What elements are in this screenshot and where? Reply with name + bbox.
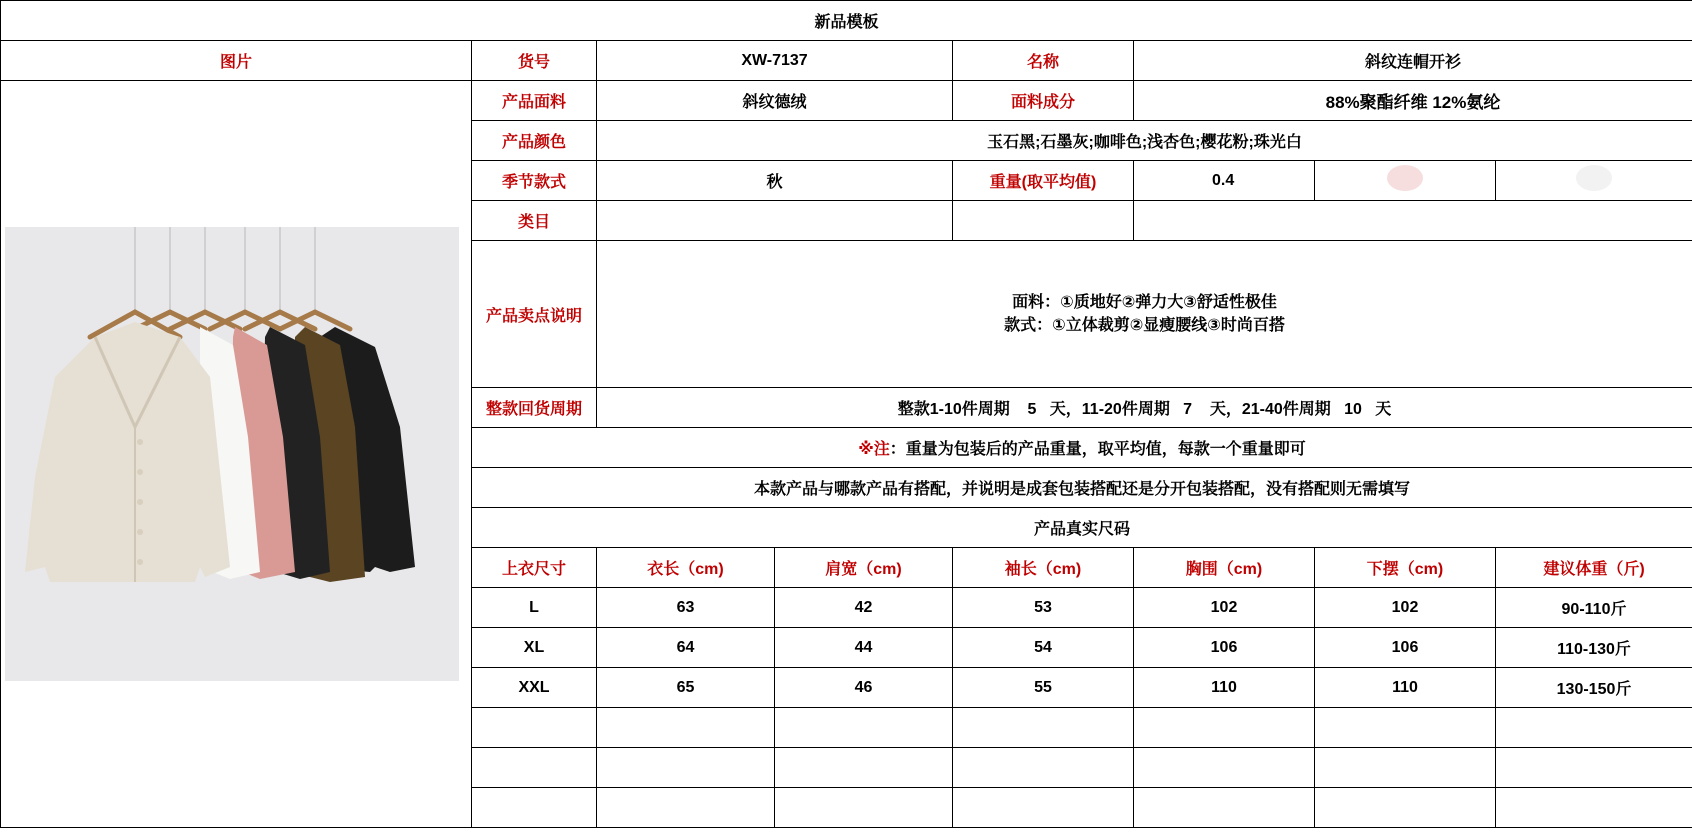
size-header: 上衣尺寸 [472, 548, 597, 588]
size-header: 下摆（cm) [1315, 548, 1496, 588]
color-value[interactable]: 玉石黑;石墨灰;咖啡色;浅杏色;樱花粉;珠光白 [597, 121, 1692, 161]
size-cell[interactable]: XXL [472, 668, 597, 708]
empty-cell[interactable] [597, 748, 775, 788]
season-value[interactable]: 秋 [597, 161, 953, 201]
hoodie-cardigan-illustration [5, 227, 459, 681]
selling-line-1: 面料：①质地好②弹力大③舒适性极佳 [1012, 294, 1277, 311]
fabric-label: 产品面料 [472, 81, 597, 121]
size-header: 建议体重（斤) [1496, 548, 1692, 588]
size-cell[interactable]: 44 [775, 628, 953, 668]
empty-cell[interactable] [953, 788, 1134, 828]
empty-cell[interactable] [1496, 708, 1692, 748]
size-title: 产品真实尺码 [472, 508, 1692, 548]
size-cell[interactable]: 65 [597, 668, 775, 708]
empty-cell[interactable] [1134, 708, 1315, 748]
size-cell[interactable]: 46 [775, 668, 953, 708]
empty-cell[interactable] [1134, 788, 1315, 828]
item-no-value[interactable]: XW-7137 [597, 41, 953, 81]
selling-line-2: 款式：①立体裁剪②显瘦腰线③时尚百搭 [1004, 317, 1285, 334]
name-label: 名称 [953, 41, 1134, 81]
size-cell[interactable]: 106 [1134, 628, 1315, 668]
empty-cell[interactable] [775, 708, 953, 748]
item-no-label: 货号 [472, 41, 597, 81]
weight-extra-2[interactable] [1496, 161, 1692, 201]
empty-cell[interactable] [597, 788, 775, 828]
product-photo [5, 227, 459, 681]
weight-extra-1[interactable] [1315, 161, 1496, 201]
weight-note [472, 428, 1692, 468]
empty-cell[interactable] [1315, 748, 1496, 788]
category-empty-1[interactable] [953, 201, 1134, 241]
empty-cell[interactable] [953, 708, 1134, 748]
size-cell[interactable]: 102 [1315, 588, 1496, 628]
weight-value[interactable]: 0.4 [1134, 161, 1315, 201]
size-header: 肩宽（cm) [775, 548, 953, 588]
empty-cell[interactable] [775, 788, 953, 828]
empty-cell[interactable] [597, 708, 775, 748]
pairing-note: 本款产品与哪款产品有搭配，并说明是成套包装搭配还是分开包装搭配，没有搭配则无需填写 [472, 468, 1692, 508]
empty-cell[interactable] [472, 708, 597, 748]
size-cell[interactable]: 110-130斤 [1496, 628, 1692, 668]
color-label: 产品颜色 [472, 121, 597, 161]
size-cell[interactable]: 42 [775, 588, 953, 628]
size-cell[interactable]: 55 [953, 668, 1134, 708]
category-value[interactable] [597, 201, 953, 241]
season-label: 季节款式 [472, 161, 597, 201]
empty-cell[interactable] [953, 748, 1134, 788]
category-label: 类目 [472, 201, 597, 241]
size-cell[interactable]: 64 [597, 628, 775, 668]
restock-label: 整款回货周期 [472, 388, 597, 428]
restock-value[interactable]: 整款1-10件周期 5 天，11-20件周期 7 天，21-40件周期 10 天 [597, 388, 1692, 428]
empty-cell[interactable] [1496, 788, 1692, 828]
pink-smudge [1387, 165, 1423, 191]
size-cell[interactable]: 90-110斤 [1496, 588, 1692, 628]
size-cell[interactable]: 110 [1134, 668, 1315, 708]
size-cell[interactable]: L [472, 588, 597, 628]
grey-smudge [1576, 165, 1612, 191]
size-cell[interactable]: XL [472, 628, 597, 668]
size-header: 衣长（cm) [597, 548, 775, 588]
name-value[interactable]: 斜纹连帽开衫 [1134, 41, 1692, 81]
empty-cell[interactable] [472, 788, 597, 828]
empty-cell[interactable] [1496, 748, 1692, 788]
weight-label: 重量(取平均值) [953, 161, 1134, 201]
empty-cell[interactable] [775, 748, 953, 788]
fabric-value[interactable]: 斜纹德绒 [597, 81, 953, 121]
empty-cell[interactable] [1134, 748, 1315, 788]
size-header: 袖长（cm) [953, 548, 1134, 588]
composition-label: 面料成分 [953, 81, 1134, 121]
size-cell[interactable]: 54 [953, 628, 1134, 668]
note-prefix: ※注 [858, 441, 890, 458]
page-title: 新品模板 [1, 1, 1692, 41]
size-cell[interactable]: 63 [597, 588, 775, 628]
note-text: ：重量为包装后的产品重量，取平均值，每款一个重量即可 [889, 441, 1306, 458]
selling-points-value[interactable] [597, 241, 1692, 388]
empty-cell[interactable] [472, 748, 597, 788]
size-cell[interactable]: 53 [953, 588, 1134, 628]
empty-cell[interactable] [1315, 788, 1496, 828]
image-label: 图片 [1, 41, 472, 81]
size-header: 胸围（cm) [1134, 548, 1315, 588]
product-photo-cell [1, 81, 472, 828]
size-cell[interactable]: 106 [1315, 628, 1496, 668]
size-cell[interactable]: 110 [1315, 668, 1496, 708]
empty-cell[interactable] [1315, 708, 1496, 748]
composition-value[interactable]: 88%聚酯纤维 12%氨纶 [1134, 81, 1692, 121]
size-cell[interactable]: 130-150斤 [1496, 668, 1692, 708]
selling-points-label: 产品卖点说明 [472, 241, 597, 388]
size-cell[interactable]: 102 [1134, 588, 1315, 628]
category-empty-2[interactable] [1134, 201, 1692, 241]
